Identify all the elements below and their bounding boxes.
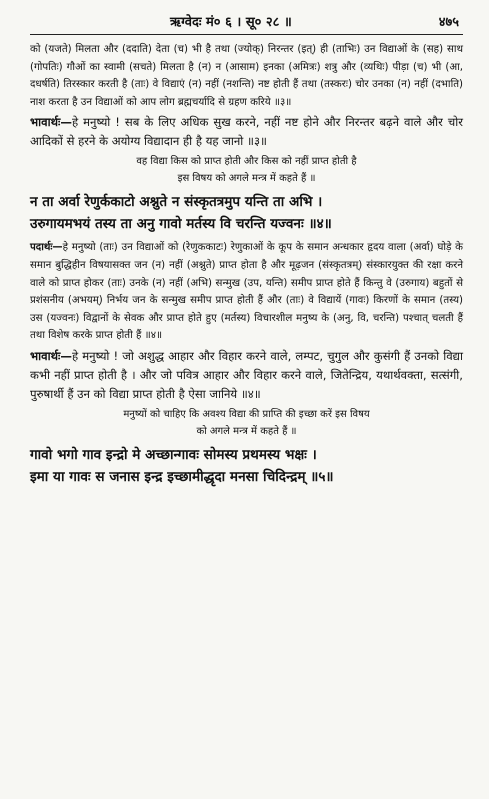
bhavarth-text: हे मनुष्यो ! सब के लिए अधिक सुख करने, नहीं नष्ट होने और निरन्तर बढ़ने वाले और चोर आदिकों से हरने के अयोग्य विद्यादान ही है यह जानो ॥३॥ xyxy=(30,115,463,149)
intro-5-line-2: को अगले मन्त्र में कहते हैं ॥ xyxy=(196,425,297,437)
bhavarth-label: भावार्थः— xyxy=(30,348,72,363)
padarth-text: हे मनुष्यो (ताः) उन विद्याओं को (रेणुककाटः) रेणुकाओं के कूप के समान अन्धकार हृदय वाला (अर्वा) घोड़े के समान बुद्धिहीन विषयासक्त जन (न) नहीं (अश्नुते) प्राप्त होता है और मूढ़जन (संस्कृतत्रम्) संस्कारयुक्त की रक्षा करने वाले को प्राप्त होकर (ताः) उनके (न) नहीं (अभि) सन्मुख (उप, यन्ति) समीप प्राप्त होते हैं किन्तु वे (उरुगाय) बहुतों से प्रशंसनीय (अभयम्) निर्भय जन के सन्मुख समीप प्राप्त होती हैं और (ताः) वे विद्यायें (गावः) किरणों के समान (तस्य) उस (यज्वनः) विद्वानों के सेवक और प्राप्त होते हुए (मर्तस्य) विचारशील मनुष्य के (अनु, वि, चरन्ति) पश्चात् चलती हैं तथा विशेष करके प्राप्त होती हैं ॥४॥ xyxy=(30,242,463,342)
intro-5-line-1: मनुष्यों को चाहिए कि अवश्य विद्या की प्राप्ति की इच्छा करें इस विषय xyxy=(123,408,370,420)
header-rule xyxy=(30,34,463,35)
mantra-5-line-2: इमा या गावः स जनास इन्द्र इच्छामीद्धृदा मनसा चिदिन्द्रम् ॥५॥ xyxy=(30,468,334,485)
running-title: ऋग्वेदः मं० ६ । सू० २८ ॥ xyxy=(170,15,292,30)
intro-4-line-1: वह विद्या किस को प्राप्त होती और किस को नहीं प्राप्त होती है xyxy=(136,156,357,168)
bhavarth-text: हे मनुष्यो ! जो अशुद्ध आहार और विहार करने वाले, लम्पट, चुगुल और कुसंगी हैं उनको विद्या कभी नहीं प्राप्त होती है । और जो पवित्र आहार और विहार करने वाले, जितेन्द्रिय, यथार्थवक्ता, सत्संगी, पुरुषार्थी हैं उन को विद्या प्राप्त होती है ऐसा जानिये ॥४॥ xyxy=(30,348,463,401)
page-number: ४७५ xyxy=(438,15,459,30)
running-header xyxy=(30,8,463,34)
intro-4-line-2: इस विषय को अगले मन्त्र में कहते हैं ॥ xyxy=(177,173,316,185)
bhavarth-4 xyxy=(30,347,463,404)
bhavarth-label: भावार्थः— xyxy=(30,115,72,130)
mantra-4-line-2: उरुगायमभयं तस्य ता अनु गावो मर्तस्य वि चरन्ति यज्वनः ॥४॥ xyxy=(30,216,332,233)
mantra-5-line-1: गावो भगो गाव इन्द्रो मे अच्छान्गावः सोमस्य प्रथमस्य भक्षः । xyxy=(30,446,317,463)
mantra-4-line-1: न ता अर्वा रेणुर्ककाटो अश्नुते न संस्कृतत्रमुप यन्ति ता अभि । xyxy=(30,194,323,211)
bhashya-continued-paragraph: को (यजते) मिलता और (ददाति) देता (च) भी है तथा (ज्योक्) निरन्तर (इत्) ही (ताभिः) उन विद्याओं के (सह) साथ (गोपतिः) गौओं का स्वामी (सचते) मिलता है (न) न (आसाम) इनका (अमित्रः) शत्रु और (व्यथिः) पीड़ा (च) भी (आ, दधर्षति) तिरस्कार करती है (ताः) वे विद्याएं (न) नहीं (नशन्ति) नष्ट होती हैं तथा (तस्करः) चोर उनका (न) नहीं (दभाति) नाश करता है उन विद्याओं को आप लोग ब्रह्मचर्यादि से ग्रहण करिये ॥३॥ xyxy=(30,44,463,108)
bhavarth-3 xyxy=(30,113,463,151)
padarth-label: पदार्थः— xyxy=(30,242,63,254)
padarth-4 xyxy=(30,239,463,345)
